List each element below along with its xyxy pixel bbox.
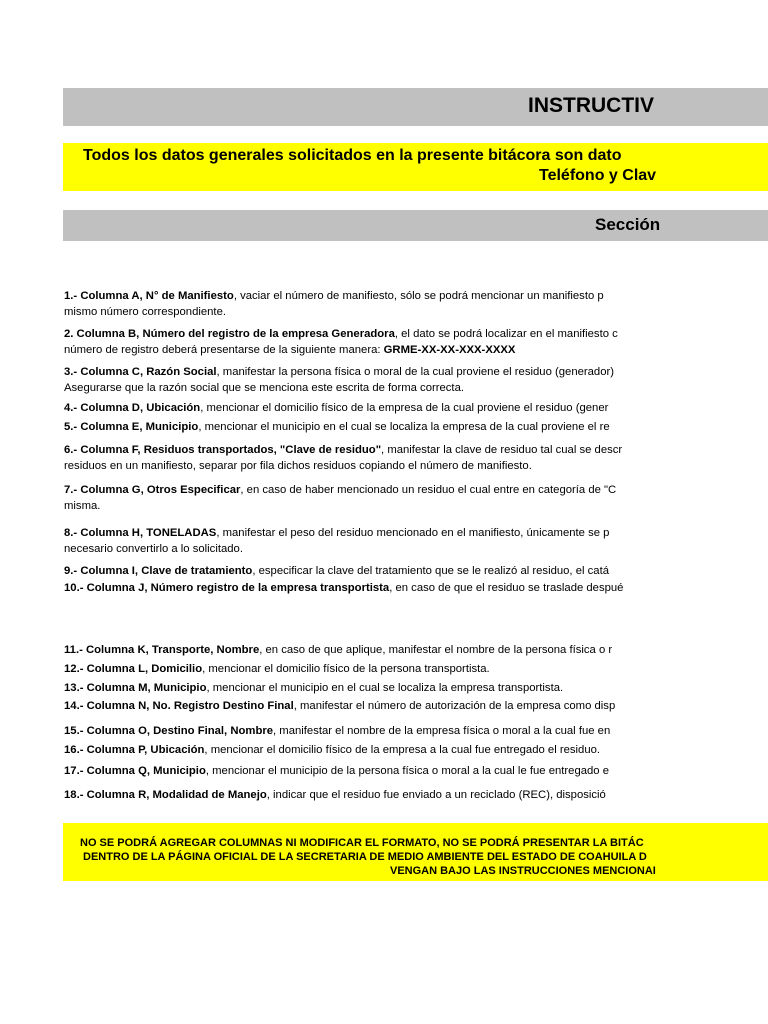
item-text: , en caso de haber mencionado un residuo el cual entre en categoría de "C	[240, 484, 617, 496]
instruction-item	[64, 787, 768, 803]
instructions-sheet	[63, 0, 768, 1024]
item-text: , mencionar el domicilio físico de la persona transportista.	[202, 663, 490, 675]
warning-banner	[63, 823, 768, 881]
item-text: , manifestar el peso del residuo mencionado en el manifiesto, únicamente se p	[216, 527, 610, 539]
instruction-item	[64, 288, 768, 320]
item-heading: 15.- Columna O, Destino Final, Nombre	[64, 725, 274, 737]
warning-line-1: NO SE PODRÁ AGREGAR COLUMNAS NI MODIFICAR EL FORMATO, NO SE PODRÁ PRESENTAR LA BITÁC	[80, 837, 644, 849]
instruction-item	[64, 580, 768, 596]
item-heading: 13.- Columna M, Municipio	[64, 682, 207, 694]
instruction-item	[64, 563, 768, 579]
item-text: , mencionar el municipio en el cual se localiza la empresa transportista.	[206, 682, 564, 694]
instruction-item	[64, 742, 768, 758]
item-text: , mencionar el municipio de la persona física o moral a la cual le fue entregado e	[205, 765, 610, 777]
item-heading: 5.- Columna E, Municipio	[64, 421, 199, 433]
instruction-item	[64, 482, 768, 514]
item-heading: 11.- Columna K, Transporte, Nombre	[64, 644, 260, 656]
instruction-item	[64, 723, 768, 739]
instruction-item	[64, 642, 768, 658]
instruction-item	[64, 661, 768, 677]
item-text-line2: residuos en un manifiesto, separar por fila dichos residuos copiando el número de manifiesto.	[64, 460, 532, 472]
section-bar	[63, 210, 768, 241]
instruction-item	[64, 364, 768, 396]
item-heading: 16.- Columna P, Ubicación	[64, 744, 205, 756]
notice-banner	[63, 143, 768, 191]
item-text: , especificar la clave del tratamiento que se le realizó al residuo, el catá	[252, 565, 609, 577]
item-heading: 3.- Columna C, Razón Social	[64, 366, 217, 378]
warning-line-2: DENTRO DE LA PÁGINA OFICIAL DE LA SECRETARIA DE MEDIO AMBIENTE DEL ESTADO DE COAHUILA D	[83, 851, 647, 863]
item-text: , mencionar el domicilio físico de la empresa a la cual fue entregado el residuo.	[204, 744, 601, 756]
item-text: , manifestar la persona física o moral de la cual proviene el residuo (generador)	[216, 366, 615, 378]
item-text: , vaciar el número de manifiesto, sólo se podrá mencionar un manifiesto p	[233, 290, 604, 302]
item-text-line2: necesario convertirlo a lo solicitado.	[64, 543, 243, 555]
item-heading: 18.- Columna R, Modalidad de Manejo	[64, 789, 267, 801]
item-text: , mencionar el domicilio físico de la empresa de la cual proviene el residuo (gener	[200, 402, 609, 414]
item-text: , en caso de que aplique, manifestar el nombre de la persona física o r	[259, 644, 613, 656]
item-text: , indicar que el residuo fue enviado a un reciclado (REC), disposició	[266, 789, 606, 801]
notice-line-1: Todos los datos generales solicitados en la presente bitácora son dato	[83, 147, 622, 164]
item-text: , en caso de que el residuo se traslade despué	[389, 582, 624, 594]
item-text-line2: número de registro deberá presentarse de la siguiente manera:	[64, 344, 384, 356]
instruction-item	[64, 400, 768, 416]
item-text: , manifestar la clave de residuo tal cual se descr	[381, 444, 623, 456]
item-heading: 8.- Columna H, TONELADAS	[64, 527, 217, 539]
item-heading: 9.- Columna I, Clave de tratamiento	[64, 565, 253, 577]
item-heading: 4.- Columna D, Ubicación	[64, 402, 201, 414]
instruction-item	[64, 525, 768, 557]
item-text: , manifestar el nombre de la empresa física o moral a la cual fue en	[273, 725, 611, 737]
item-text: , el dato se podrá localizar en el manifiesto c	[394, 328, 618, 340]
warning-line-3: VENGAN BAJO LAS INSTRUCCIONES MENCIONAI	[390, 865, 656, 877]
item-heading: 2. Columna B, Número del registro de la empresa Generadora	[64, 328, 395, 340]
page-title: INSTRUCTIV	[528, 94, 654, 117]
item-heading: 6.- Columna F, Residuos transportados, "Clave de residuo"	[64, 444, 382, 456]
instruction-item	[64, 326, 768, 358]
item-text-line2: mismo número correspondiente.	[64, 306, 226, 318]
item-text-line2: misma.	[64, 500, 101, 512]
item-heading: 7.- Columna G, Otros Especificar	[64, 484, 241, 496]
item-heading: 10.- Columna J, Número registro de la empresa transportista	[64, 582, 390, 594]
instruction-item	[64, 680, 768, 696]
instruction-item	[64, 442, 768, 474]
item-heading: 14.- Columna N, No. Registro Destino Final	[64, 700, 294, 712]
item-text: , mencionar el municipio en el cual se localiza la empresa de la cual proviene el re	[198, 421, 610, 433]
section-title: Sección	[595, 215, 661, 234]
item-text: , manifestar el número de autorización de la empresa como disp	[293, 700, 616, 712]
instruction-item	[64, 419, 768, 435]
instruction-item	[64, 763, 768, 779]
instruction-item	[64, 698, 768, 714]
item-text-line2: Asegurarse que la razón social que se menciona este escrita de forma correcta.	[64, 382, 464, 394]
notice-line-2: Teléfono y Clav	[539, 167, 657, 184]
title-bar	[63, 88, 768, 126]
item-heading: 1.- Columna A, N° de Manifiesto	[64, 290, 234, 302]
item-heading: 12.- Columna L, Domicilio	[64, 663, 203, 675]
item-heading: 17.- Columna Q, Municipio	[64, 765, 206, 777]
registration-format: GRME-XX-XX-XXX-XXXX	[383, 344, 516, 356]
